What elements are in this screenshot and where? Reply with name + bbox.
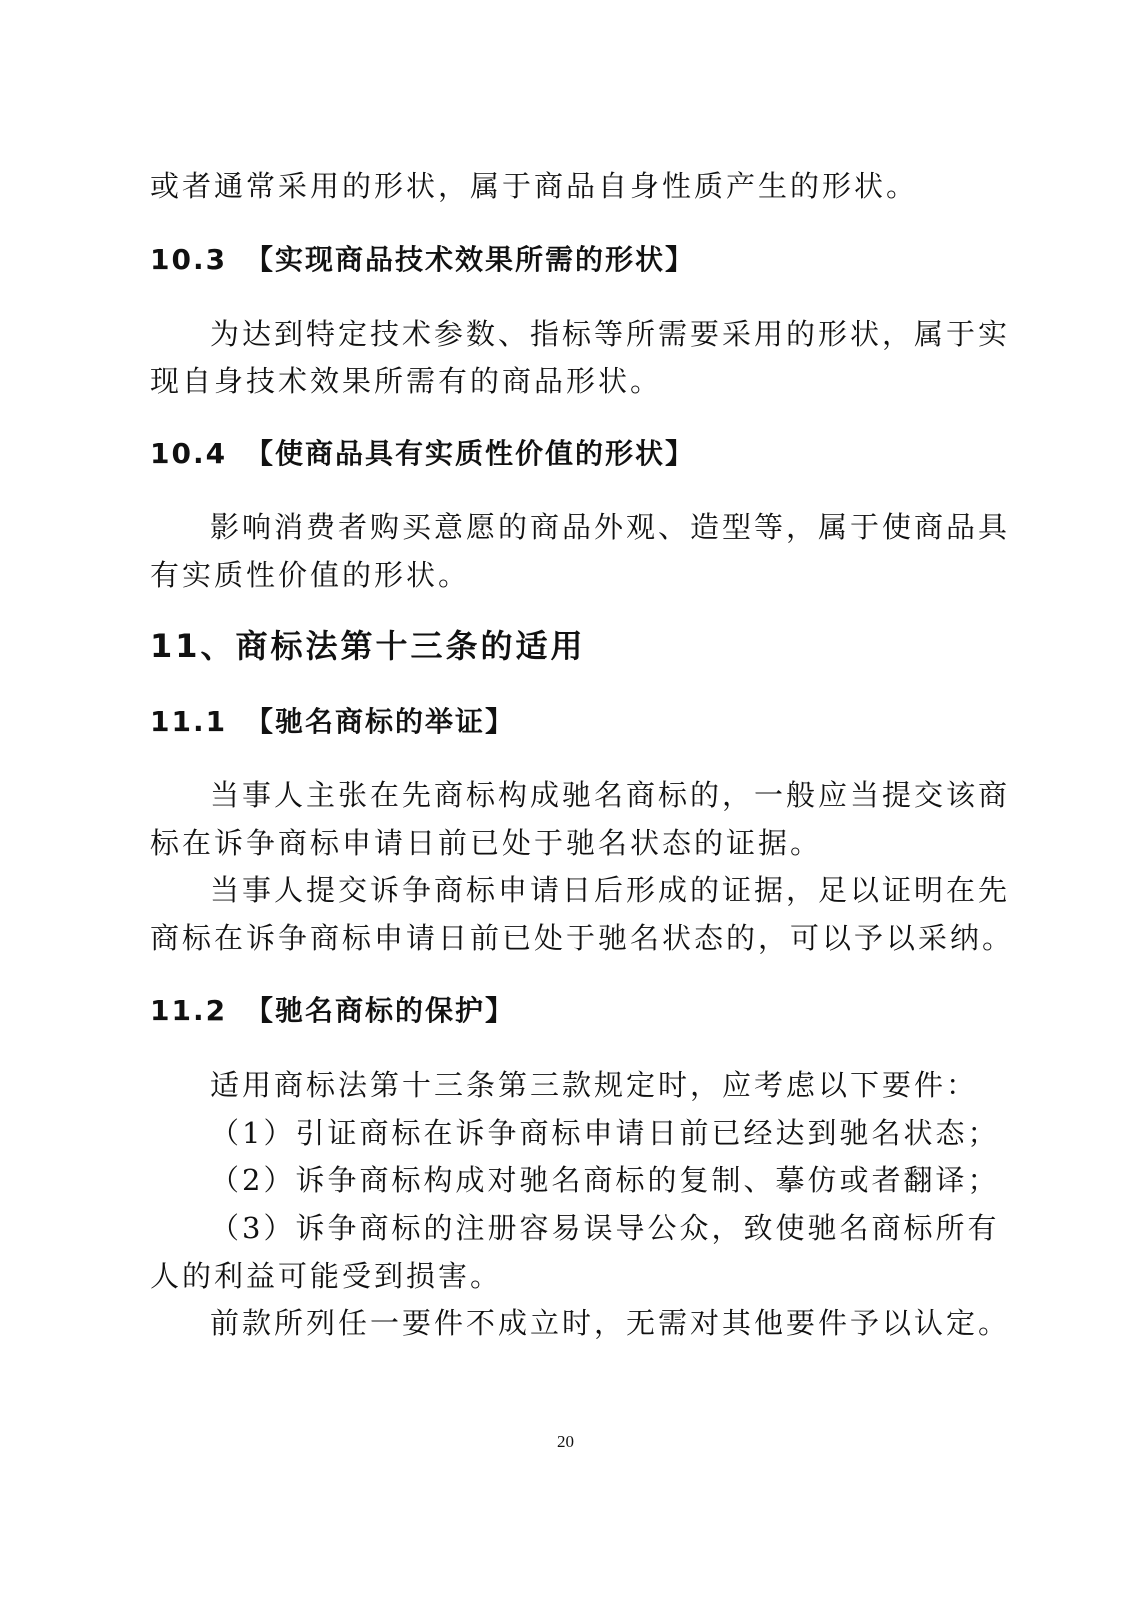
list-item: （2）诉争商标构成对驰名商标的复制、摹仿或者翻译； [210,1163,1000,1197]
body-line: 标在诉争商标申请日前已处于驰名状态的证据。 [150,826,823,860]
body-line: 适用商标法第十三条第三款规定时，应考虑以下要件： [210,1068,979,1102]
list-item: （3）诉争商标的注册容易误导公众，致使驰名商标所有 [210,1211,1000,1245]
section-title: 【实现商品技术效果所需的形状】 [245,243,696,276]
section-title: 【使商品具有实质性价值的形状】 [245,437,696,470]
body-line: 有实质性价值的形状。 [150,558,471,592]
body-line: 商标在诉争商标申请日前已处于驰名状态的，可以予以采纳。 [150,921,1015,955]
section-heading-10-4 [150,434,695,474]
page-number: 20 [557,1432,574,1451]
body-line: 前款所列任一要件不成立时，无需对其他要件予以认定。 [210,1306,1011,1340]
section-title: 【驰名商标的举证】 [245,705,516,738]
section-number: 11.2 [150,994,228,1027]
body-line: 为达到特定技术参数、指标等所需要采用的形状，属于实 [210,317,1011,351]
body-line: 当事人提交诉争商标申请日后形成的证据，足以证明在先 [210,873,1011,907]
body-line: 当事人主张在先商标构成驰名商标的，一般应当提交该商 [210,778,1011,812]
section-number: 10.3 [150,243,228,276]
chapter-heading-11: 11、商标法第十三条的适用 [150,627,586,665]
section-heading-11-1 [150,702,515,742]
section-heading-10-3 [150,240,695,280]
body-line: 人的利益可能受到损害。 [150,1259,503,1293]
section-title: 【驰名商标的保护】 [245,994,516,1027]
body-line: 或者通常采用的形状，属于商品自身性质产生的形状。 [150,169,919,203]
body-line: 影响消费者购买意愿的商品外观、造型等，属于使商品具 [210,510,1011,544]
section-number: 10.4 [150,437,228,470]
list-item: （1）引证商标在诉争商标申请日前已经达到驰名状态； [210,1116,1000,1150]
section-number: 11.1 [150,705,228,738]
section-heading-11-2 [150,991,515,1031]
body-line: 现自身技术效果所需有的商品形状。 [150,364,663,398]
